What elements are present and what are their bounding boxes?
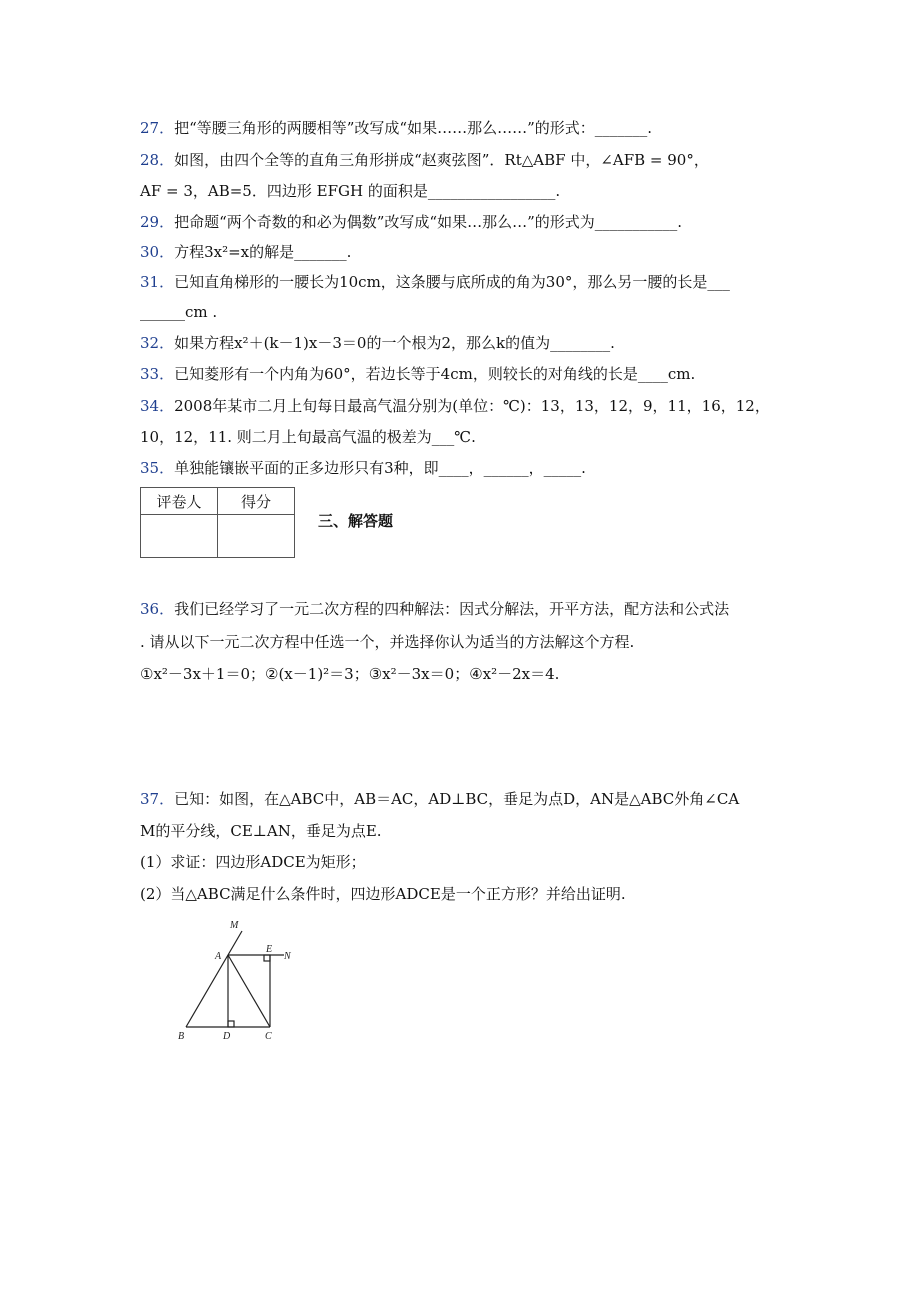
question-28 <box>140 150 709 170</box>
question-text: 把命题“两个奇数的和必为偶数”改写成“如果…那么…”的形式为___________. <box>174 213 683 231</box>
question-36 <box>140 599 729 619</box>
question-text: 方程3x²=x的解是_______. <box>174 243 352 261</box>
right-angle-d <box>228 1021 234 1027</box>
score-cell <box>218 515 295 558</box>
question-text: 2008年某市二月上旬每日最高气温分别为(单位：℃)：13，13，12，9，11，16，12， <box>174 397 770 415</box>
section-title: 三、解答题 <box>318 512 394 530</box>
ray-am <box>186 931 242 1027</box>
label-a: A <box>215 951 222 962</box>
question-31 <box>140 272 730 292</box>
question-number: 36． <box>140 600 175 618</box>
question-text: 10，12，11. 则二月上旬最高气温的极差为___℃. <box>140 428 476 446</box>
question-text: 已知直角梯形的一腰长为10cm，这条腰与底所成的角为30°，那么另一腰的长是___ <box>174 273 730 291</box>
question-31-cont <box>140 302 217 322</box>
question-32 <box>140 333 615 353</box>
question-number: 35． <box>140 459 175 477</box>
label-m: M <box>230 920 239 931</box>
question-34 <box>140 396 770 416</box>
question-text: (1）求证：四边形ADCE为矩形； <box>140 853 366 871</box>
grader-header: 评卷人 <box>141 488 218 515</box>
question-text: ______cm . <box>140 303 218 321</box>
question-text: 单独能镶嵌平面的正多边形只有3种，即____，______，_____. <box>174 459 586 477</box>
question-29 <box>140 212 682 232</box>
question-text: 已知：如图，在△ABC中，AB＝AC，AD⊥BC，垂足为点D，AN是△ABC外角∠CA <box>174 790 740 808</box>
question-number: 34． <box>140 397 175 415</box>
question-30 <box>140 242 351 262</box>
question-number: 33． <box>140 365 175 383</box>
question-number: 27． <box>140 119 175 137</box>
label-e: E <box>266 944 273 955</box>
score-header: 得分 <box>218 488 295 515</box>
question-35 <box>140 458 586 478</box>
question-text: 如果方程x²＋(k－1)x－3＝0的一个根为2，那么k的值为________. <box>174 334 615 352</box>
question-37-part1 <box>140 852 366 872</box>
question-text: . 请从以下一元二次方程中任选一个，并选择你认为适当的方法解这个方程. <box>140 633 635 651</box>
question-27 <box>140 118 652 138</box>
question-text: 如图，由四个全等的直角三角形拼成“赵爽弦图”．Rt△ABF 中，∠AFB = 90°， <box>174 151 709 169</box>
question-text: AF = 3，AB=5．四边形 EFGH 的面积是_________________. <box>140 182 561 200</box>
question-36-equations <box>140 664 559 684</box>
label-n: N <box>284 951 291 962</box>
question-number: 37． <box>140 790 175 808</box>
question-33 <box>140 364 695 384</box>
label-d: D <box>223 1031 231 1042</box>
question-number: 32． <box>140 334 175 352</box>
geometry-figure <box>170 915 310 1045</box>
right-angle-e <box>264 955 270 961</box>
question-text: 我们已经学习了一元二次方程的四种解法：因式分解法，开平方法，配方法和公式法 <box>174 600 730 618</box>
question-number: 29． <box>140 213 175 231</box>
question-number: 30． <box>140 243 175 261</box>
question-36-cont <box>140 632 634 652</box>
question-number: 31． <box>140 273 175 291</box>
question-37 <box>140 789 739 809</box>
label-b: B <box>178 1031 185 1042</box>
score-table <box>140 487 295 558</box>
grader-cell <box>141 515 218 558</box>
question-37-cont <box>140 821 382 841</box>
question-number: 28． <box>140 151 175 169</box>
equation-list: ①x²－3x＋1＝0；②(x－1)²＝3；③x²－3x＝0；④x²－2x＝4. <box>140 665 560 683</box>
question-text: 已知菱形有一个内角为60°，若边长等于4cm，则较长的对角线的长是____cm. <box>174 365 696 383</box>
question-text: M的平分线，CE⊥AN，垂足为点E. <box>140 822 382 840</box>
label-c: C <box>265 1031 272 1042</box>
question-text: 把“等腰三角形的两腰相等”改写成“如果……那么……”的形式：_______. <box>174 119 653 137</box>
question-34-cont <box>140 427 476 447</box>
question-28-cont <box>140 181 560 201</box>
question-text: (2）当△ABC满足什么条件时，四边形ADCE是一个正方形？并给出证明. <box>140 885 626 903</box>
segment-ac <box>228 955 270 1027</box>
question-37-part2 <box>140 884 626 904</box>
